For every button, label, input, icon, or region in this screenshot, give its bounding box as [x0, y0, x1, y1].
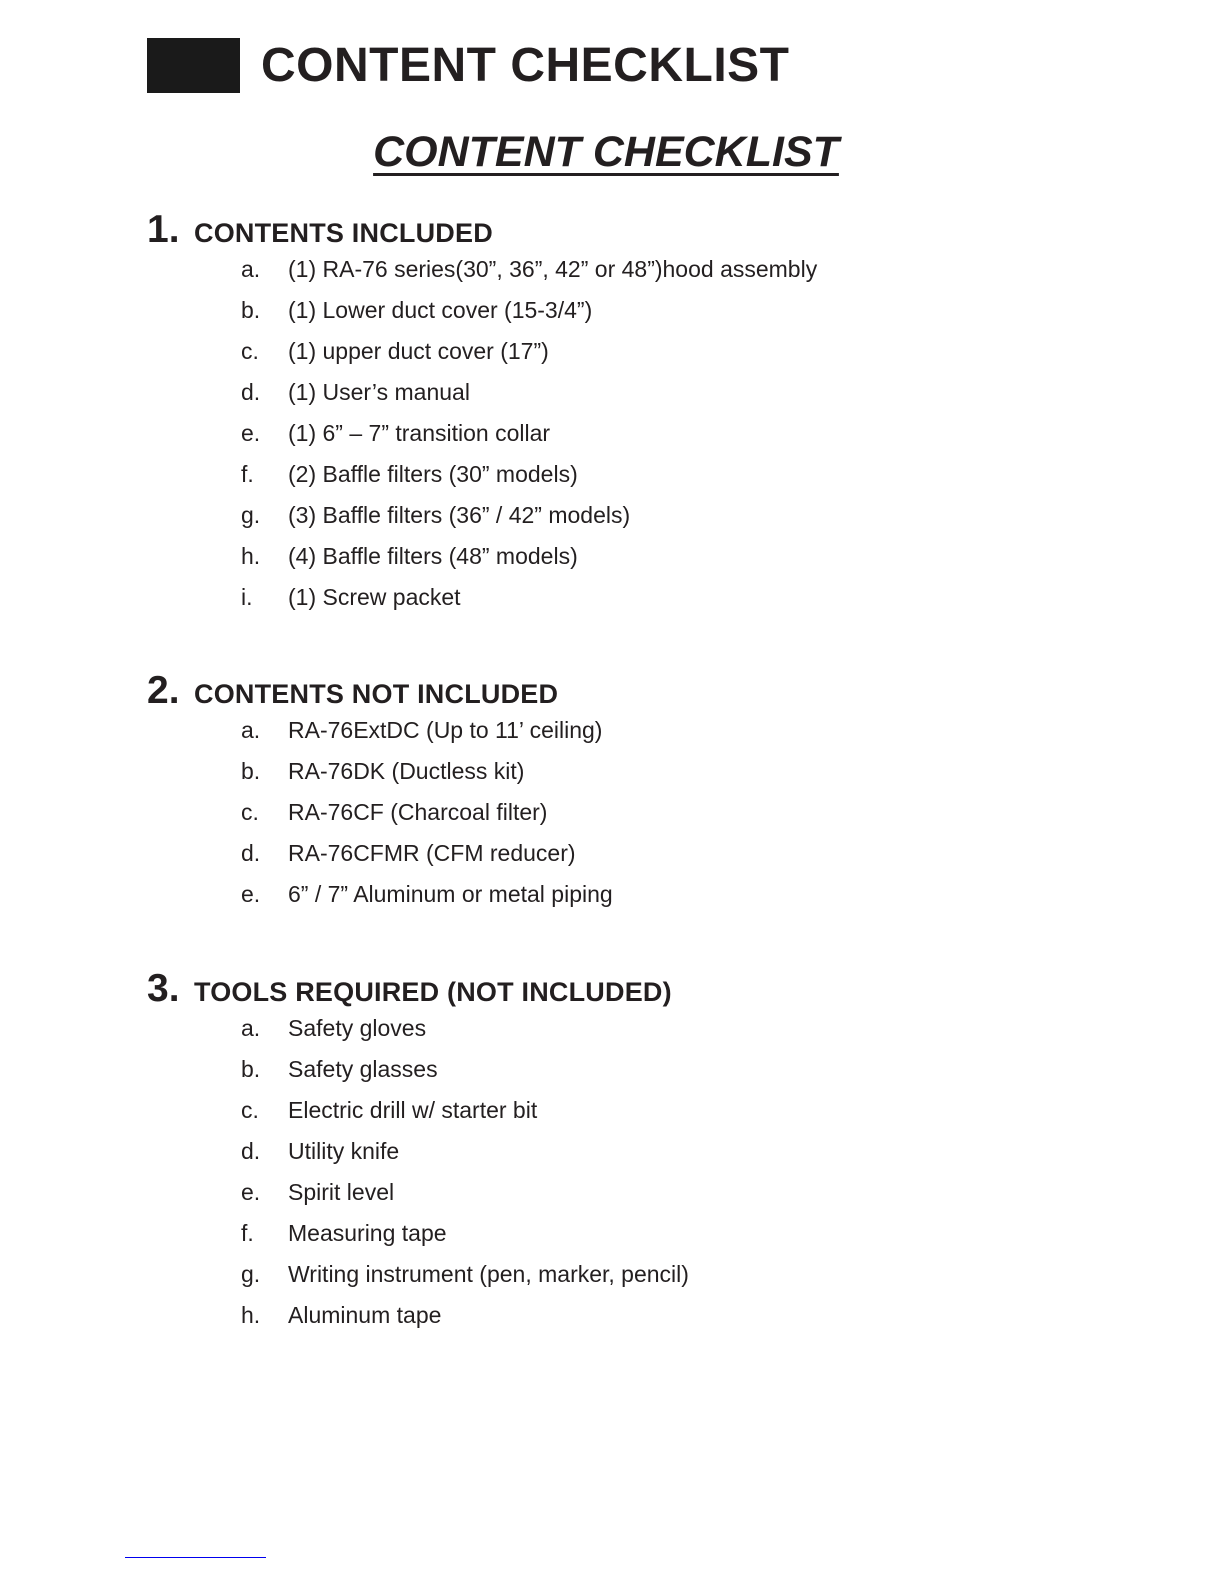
document-title: CONTENT CHECKLIST: [373, 128, 839, 176]
item-letter: i.: [241, 584, 253, 610]
list-item: [147, 799, 613, 840]
item-letter: f.: [241, 1220, 254, 1246]
list-item: [147, 420, 817, 461]
checklist: [147, 1015, 689, 1343]
item-letter: e.: [241, 881, 261, 907]
list-item: [147, 1220, 689, 1261]
item-text: (1) upper duct cover (17”): [288, 338, 549, 364]
item-letter: b.: [241, 758, 261, 784]
item-letter: h.: [241, 543, 261, 569]
section-heading: [147, 669, 613, 713]
item-text: (1) Lower duct cover (15-3/4”): [288, 297, 593, 323]
section-number: 2.: [147, 669, 180, 712]
list-item: [147, 840, 613, 881]
item-text: RA-76CFMR (CFM reducer): [288, 840, 576, 866]
item-letter: f.: [241, 461, 254, 487]
item-letter: b.: [241, 1056, 261, 1082]
item-text: (3) Baffle filters (36” / 42” models): [288, 502, 631, 528]
item-text: RA-76ExtDC (Up to 11’ ceiling): [288, 717, 603, 743]
item-text: Measuring tape: [288, 1220, 447, 1246]
section-contents-included: [147, 208, 817, 625]
item-text: Utility knife: [288, 1138, 400, 1164]
list-item: [147, 256, 817, 297]
list-item: [147, 717, 613, 758]
item-letter: c.: [241, 338, 259, 364]
list-item: [147, 1138, 689, 1179]
section-number: 3.: [147, 967, 180, 1010]
header-black-block: [147, 38, 240, 93]
list-item: [147, 1179, 689, 1220]
page-header: [147, 38, 789, 93]
list-item: [147, 379, 817, 420]
item-text: (4) Baffle filters (48” models): [288, 543, 578, 569]
section-title: CONTENTS NOT INCLUDED: [194, 679, 559, 709]
footer-rule: [125, 1557, 266, 1558]
item-text: Safety gloves: [288, 1015, 427, 1041]
item-letter: e.: [241, 420, 261, 446]
list-item: [147, 502, 817, 543]
section-heading: [147, 208, 817, 252]
item-text: Spirit level: [288, 1179, 395, 1205]
item-text: Electric drill w/ starter bit: [288, 1097, 538, 1123]
header-title: CONTENT CHECKLIST: [261, 39, 790, 92]
item-letter: a.: [241, 1015, 261, 1041]
item-letter: c.: [241, 799, 259, 825]
list-item: [147, 1056, 689, 1097]
item-letter: d.: [241, 840, 261, 866]
item-text: RA-76DK (Ductless kit): [288, 758, 525, 784]
item-letter: g.: [241, 1261, 261, 1287]
item-text: (1) Screw packet: [288, 584, 461, 610]
checklist: [147, 717, 613, 922]
list-item: [147, 338, 817, 379]
section-heading: [147, 967, 689, 1011]
item-letter: e.: [241, 1179, 261, 1205]
list-item: [147, 1302, 689, 1343]
list-item: [147, 758, 613, 799]
item-text: (1) User’s manual: [288, 379, 470, 405]
item-letter: d.: [241, 379, 261, 405]
section-title: TOOLS REQUIRED (NOT INCLUDED): [194, 977, 672, 1007]
item-letter: h.: [241, 1302, 261, 1328]
list-item: [147, 881, 613, 922]
item-letter: a.: [241, 256, 261, 282]
list-item: [147, 543, 817, 584]
item-letter: c.: [241, 1097, 259, 1123]
item-text: (2) Baffle filters (30” models): [288, 461, 578, 487]
list-item: [147, 1097, 689, 1138]
item-text: Writing instrument (pen, marker, pencil): [288, 1261, 689, 1287]
item-text: (1) 6” – 7” transition collar: [288, 420, 551, 446]
item-text: Safety glasses: [288, 1056, 438, 1082]
section-tools-required: [147, 967, 689, 1343]
list-item: [147, 1015, 689, 1056]
section-number: 1.: [147, 208, 180, 251]
list-item: [147, 1261, 689, 1302]
checklist: [147, 256, 817, 625]
list-item: [147, 584, 817, 625]
item-letter: a.: [241, 717, 261, 743]
item-text: (1) RA-76 series(30”, 36”, 42” or 48”)hood assembly: [288, 256, 818, 282]
section-contents-not-included: [147, 669, 613, 922]
list-item: [147, 461, 817, 502]
item-text: Aluminum tape: [288, 1302, 442, 1328]
item-text: RA-76CF (Charcoal filter): [288, 799, 548, 825]
item-letter: b.: [241, 297, 261, 323]
list-item: [147, 297, 817, 338]
section-title: CONTENTS INCLUDED: [194, 218, 493, 248]
item-letter: d.: [241, 1138, 261, 1164]
item-text: 6” / 7” Aluminum or metal piping: [288, 881, 613, 907]
item-letter: g.: [241, 502, 261, 528]
